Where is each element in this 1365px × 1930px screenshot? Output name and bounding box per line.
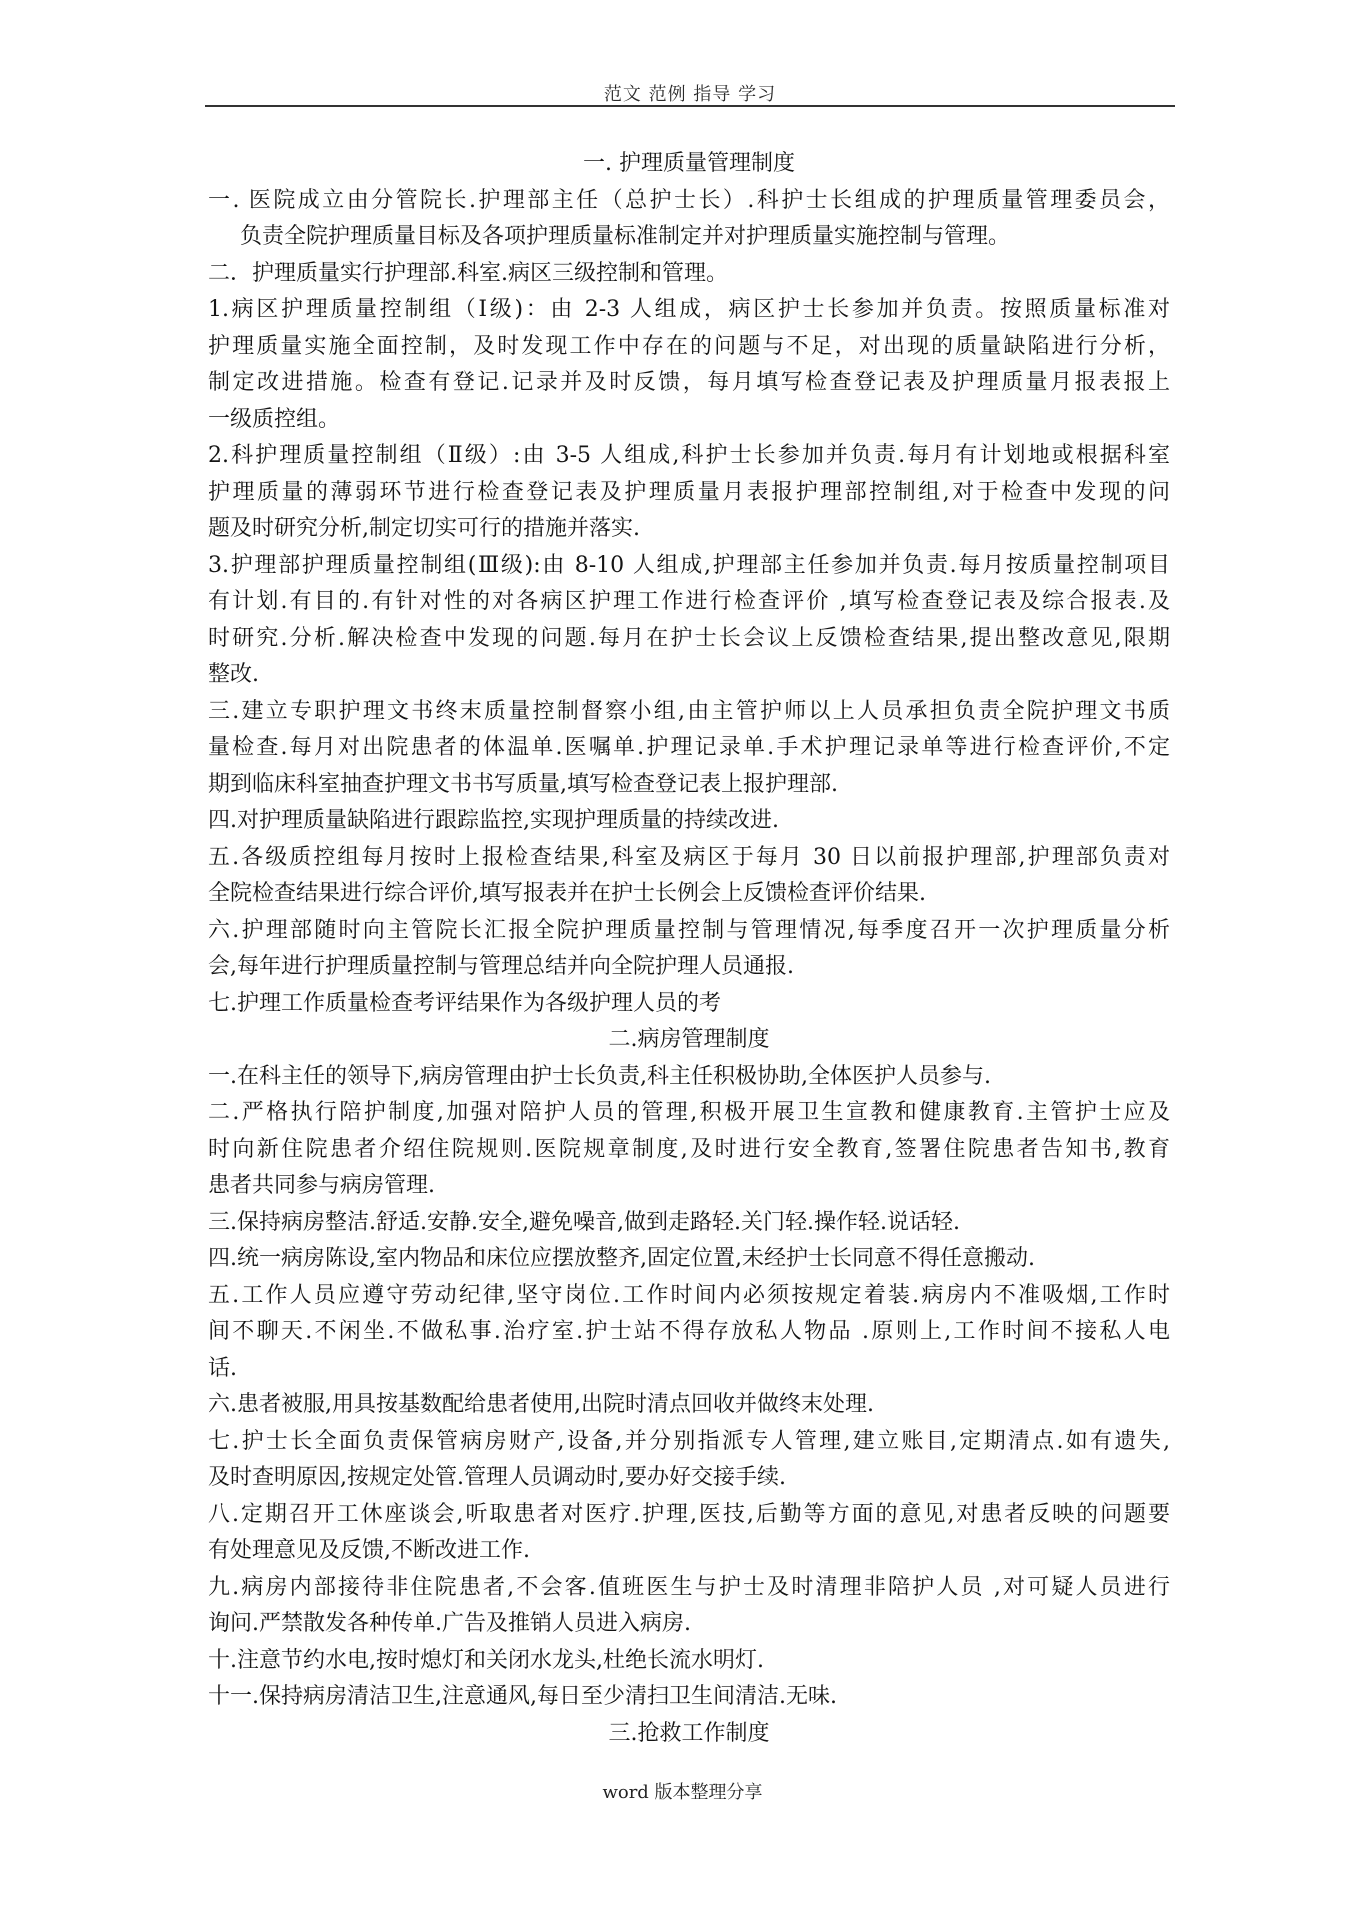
page-header: 范文 范例 指导 学习 xyxy=(603,84,777,105)
text-line: 制定改进措施。检查有登记.记录并及时反馈，每月填写检查登记表及护理质量月报表报上 xyxy=(208,370,1170,395)
text-line: 二.严格执行陪护制度,加强对陪护人员的管理,积极开展卫生宣教和健康教育.主管护士应及 xyxy=(208,1100,1170,1125)
text-line: 护理质量实施全面控制，及时发现工作中存在的问题与不足，对出现的质量缺陷进行分析， xyxy=(208,333,1170,359)
text-line: 六.护理部随时向主管院长汇报全院护理质量控制与管理情况,每季度召开一次护理质量分析 xyxy=(208,917,1170,943)
text-line: 患者共同参与病房管理. xyxy=(208,1173,435,1198)
text-line: 十.注意节约水电,按时熄灯和关闭水龙头,杜绝长流水明灯. xyxy=(208,1647,764,1673)
page-footer: word 版本整理分享 xyxy=(602,1782,763,1803)
section-heading: 一. 护理质量管理制度 xyxy=(583,151,795,176)
text-line: 间不聊天.不闲坐.不做私事.治疗室.护士站不得存放私人物品 .原则上,工作时间不接私人电 xyxy=(208,1319,1170,1344)
text-line: 三.保持病房整洁.舒适.安静.安全,避免噪音,做到走路轻.关门轻.操作轻.说话轻. xyxy=(208,1209,960,1235)
text-line: 七.护士长全面负责保管病房财产,设备,并分别指派专人管理,建立账目,定期清点.如有遗失, xyxy=(208,1428,1170,1454)
text-line: 三.建立专职护理文书终末质量控制督察小组,由主管护师以上人员承担负责全院护理文书质 xyxy=(208,698,1170,724)
text-line: 会,每年进行护理质量控制与管理总结并向全院护理人员通报. xyxy=(208,954,794,979)
text-line: 一. 医院成立由分管院长.护理部主任（总护士长）.科护士长组成的护理质量管理委员会， xyxy=(208,187,1170,213)
text-line: 一.在科主任的领导下,病房管理由护士长负责,科主任积极协助,全体医护人员参与. xyxy=(208,1063,991,1089)
text-line: 七.护理工作质量检查考评结果作为各级护理人员的考 xyxy=(208,990,721,1016)
text-line: 四.统一病房陈设,室内物品和床位应摆放整齐,固定位置,未经护士长同意不得任意搬动. xyxy=(208,1246,1035,1271)
text-line: 二．护理质量实行护理部.科室.病区三级控制和管理。 xyxy=(208,260,728,286)
text-line: 话. xyxy=(208,1355,237,1381)
text-line: 十一.保持病房清洁卫生,注意通风,每日至少清扫卫生间清洁.无味. xyxy=(208,1684,837,1709)
header-rule xyxy=(205,105,1175,107)
text-line: 护理质量的薄弱环节进行检查登记表及护理质量月表报护理部控制组,对于检查中发现的问 xyxy=(208,479,1170,505)
text-line: 整改. xyxy=(208,662,259,687)
text-line: 题及时研究分析,制定切实可行的措施并落实. xyxy=(208,516,640,541)
text-line: 五.工作人员应遵守劳动纪律,坚守岗位.工作时间内必须按规定着装.病房内不准吸烟,工作时 xyxy=(208,1282,1170,1308)
text-line: 1.病区护理质量控制组（Ⅰ级)：由 2-3 人组成，病区护士长参加并负责。按照质量标准对 xyxy=(208,297,1170,322)
text-line: 有计划.有目的.有针对性的对各病区护理工作进行检查评价 ,填写检查登记表及综合报表.及 xyxy=(208,589,1170,614)
text-line: 五.各级质控组每月按时上报检查结果,科室及病区于每月 30 日以前报护理部,护理部负责对 xyxy=(208,844,1170,870)
text-line: 及时查明原因,按规定处管.管理人员调动时,要办好交接手续. xyxy=(208,1465,786,1490)
text-line: 一级质控组。 xyxy=(208,406,341,432)
text-line: 四.对护理质量缺陷进行跟踪监控,实现护理质量的持续改进. xyxy=(208,808,779,833)
text-line: 六.患者被服,用具按基数配给患者使用,出院时清点回收并做终末处理. xyxy=(208,1392,874,1417)
text-line: 有处理意见及反馈,不断改进工作. xyxy=(208,1538,530,1563)
text-line: 时向新住院患者介绍住院规则.医院规章制度,及时进行安全教育,签署住院患者告知书,教育 xyxy=(208,1136,1170,1162)
section-heading: 二.病房管理制度 xyxy=(608,1027,770,1052)
text-line: 全院检查结果进行综合评价,填写报表并在护士长例会上反馈检查评价结果. xyxy=(208,881,926,906)
text-line: 询问.严禁散发各种传单.广告及推销人员进入病房. xyxy=(208,1611,691,1636)
text-line: 期到临床科室抽查护理文书书写质量,填写检查登记表上报护理部. xyxy=(208,771,838,797)
text-line: 时研究.分析.解决检查中发现的问题.每月在护士长会议上反馈检查结果,提出整改意见,限期 xyxy=(208,625,1170,651)
text-line: 九.病房内部接待非住院患者,不会客.值班医生与护士及时清理非陪护人员 ,对可疑人员进行 xyxy=(208,1574,1170,1600)
text-line: 量检查.每月对出院患者的体温单.医嘱单.护理记录单.手术护理记录单等进行检查评价,不定 xyxy=(208,735,1170,760)
text-line: 八.定期召开工休座谈会,听取患者对医疗.护理,医技,后勤等方面的意见,对患者反映的问题要 xyxy=(208,1501,1170,1527)
document-body xyxy=(208,146,1170,1752)
text-line: 负责全院护理质量目标及各项护理质量标准制定并对护理质量实施控制与管理。 xyxy=(240,224,1011,249)
section-heading: 三.抢救工作制度 xyxy=(608,1720,770,1746)
text-line: 2.科护理质量控制组（Ⅱ级）:由 3-5 人组成,科护士长参加并负责.每月有计划地或根据科室 xyxy=(208,443,1170,468)
text-line: 3.护理部护理质量控制组(Ⅲ级):由 8-10 人组成,护理部主任参加并负责.每月按质量控制项目 xyxy=(208,552,1170,578)
